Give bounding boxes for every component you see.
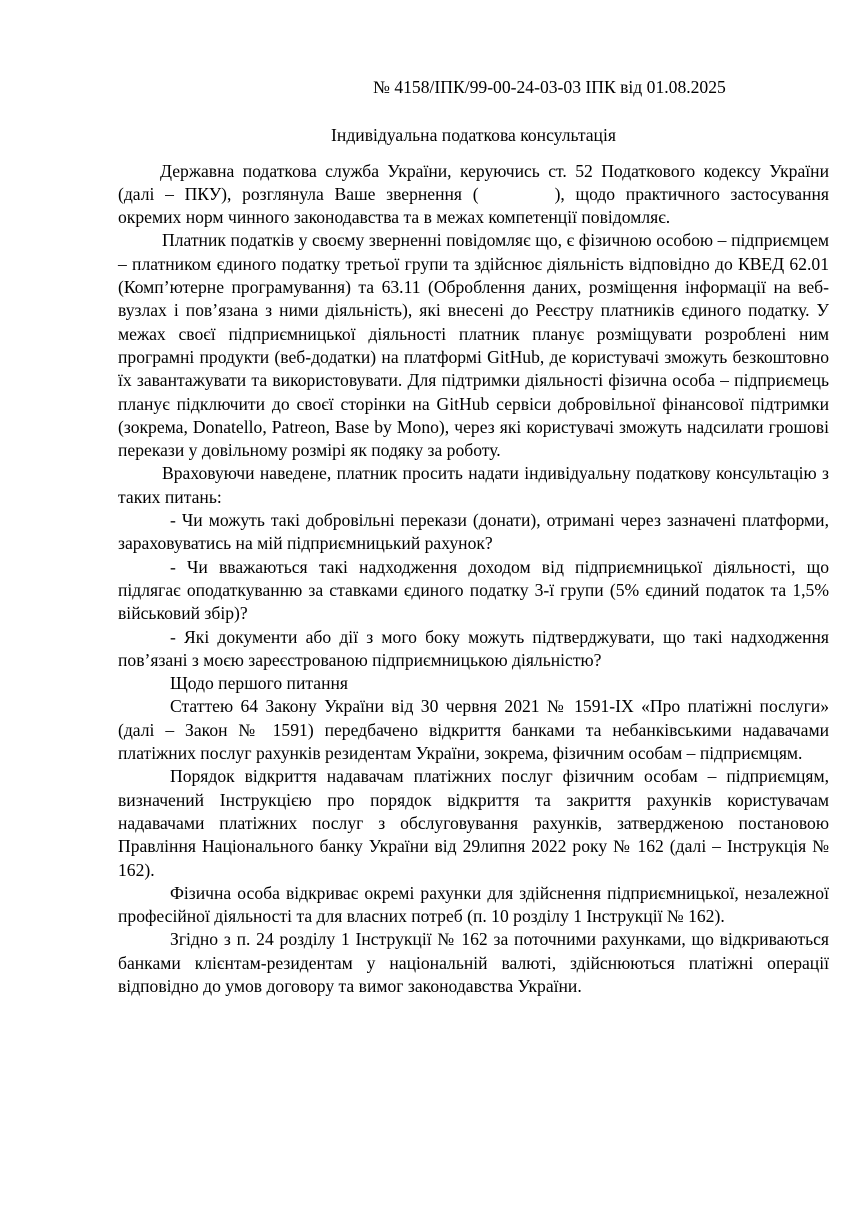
intro-before: Державна податкова служба України, керуючись ст. 52 Податкового кодексу України (далі – ПКУ), розглянула Ваше звернення ( (118, 160, 829, 204)
document-title: Індивідуальна податкова консультація (331, 125, 616, 146)
document-number: № 4158/ІПК/99-00-24-03-03 ІПК від 01.08.2025 (373, 77, 726, 97)
body-paragraph: Фізична особа відкриває окремі рахунки для здійснення підприємницької, незалежної професійної діяльності та для власних потреб (п. 10 розділу 1 Інструкції № 162). (118, 882, 829, 927)
body-paragraph: Порядок відкриття надавачам платіжних послуг фізичним особам – підприємцям, визначений Інструкцією про порядок відкриття та закриття рахунків користувачам надавачами платіжних послуг з обслуговування рахунків, затвердженою постановою Правління Національного банку України від 29липня 2022 року № 162 (далі – Інструкція № 162). (118, 766, 829, 880)
section-heading: Щодо першого питання (170, 673, 348, 694)
intro-after: ), щодо практичного застосування окремих норм чинного законодавства та в межах компетенції повідомляє. (118, 183, 829, 228)
intro-paragraph (118, 160, 829, 230)
body-paragraph: Згідно з п. 24 розділу 1 Інструкції № 162 за поточними рахунками, що відкриваються банками клієнтам-резидентам у національній валюті, здійснюються платіжні операції відповідно до умов договору та вимог законодавства України. (118, 929, 829, 996)
document-page (118, 76, 829, 998)
paragraph: Враховуючи наведене, платник просить надати індивідуальну податкову консультацію з таких питань: (118, 463, 829, 507)
paragraph: Платник податків у своєму зверненні повідомляє що, є фізичною особою – підприємцем – платником єдиного податку третьої групи та здійснює діяльність відповідно до КВЕД 62.01 (Комп’ютерне програмування) та 63.11 (Оброблення даних, розміщення інформації на веб-вузлах і пов’язана з ними діяльність), які внесені до Реєстру платників єдиного податку. У межах своєї підприємницької діяльності платник планує розміщувати розроблені ним програмні продукти (веб-додатки) на платформі GitHub, де користувачі зможуть безкоштовно їх завантажувати та використовувати. Для підтримки діяльності фізична особа – підприємець планує підключити до своєї сторінки на GitHub сервіси добровільної фінансової підтримки (зокрема, Donatello, Patreon, Base by Mono), через які користувачі зможуть надсилати грошові перекази у довільному розмірі як подяку за роботу. (118, 230, 829, 461)
question-item: - Чи вважаються такі надходження доходом від підприємницької діяльності, що підлягає оподаткуванню за ставками єдиного податку 3-ї групи (5% єдиний податок та 1,5% військовий збір)? (118, 556, 829, 624)
question-item: - Чи можуть такі добровільні перекази (донати), отримані через зазначені платформи, зараховуватись на мій підприємницький рахунок? (118, 510, 829, 554)
body-paragraph: Статтею 64 Закону України від 30 червня 2021 № 1591-ІХ «Про платіжні послуги» (далі – Закон № 1591) передбачено відкриття банками та небанківськими надавачами платіжних послуг рахунків резидентам України, зокрема, фізичним особам – підприємцям. (118, 696, 829, 764)
question-item: - Які документи або дії з мого боку можуть підтверджувати, що такі надходження пов’язані з моєю зареєстрованою підприємницькою діяльністю? (118, 626, 829, 670)
